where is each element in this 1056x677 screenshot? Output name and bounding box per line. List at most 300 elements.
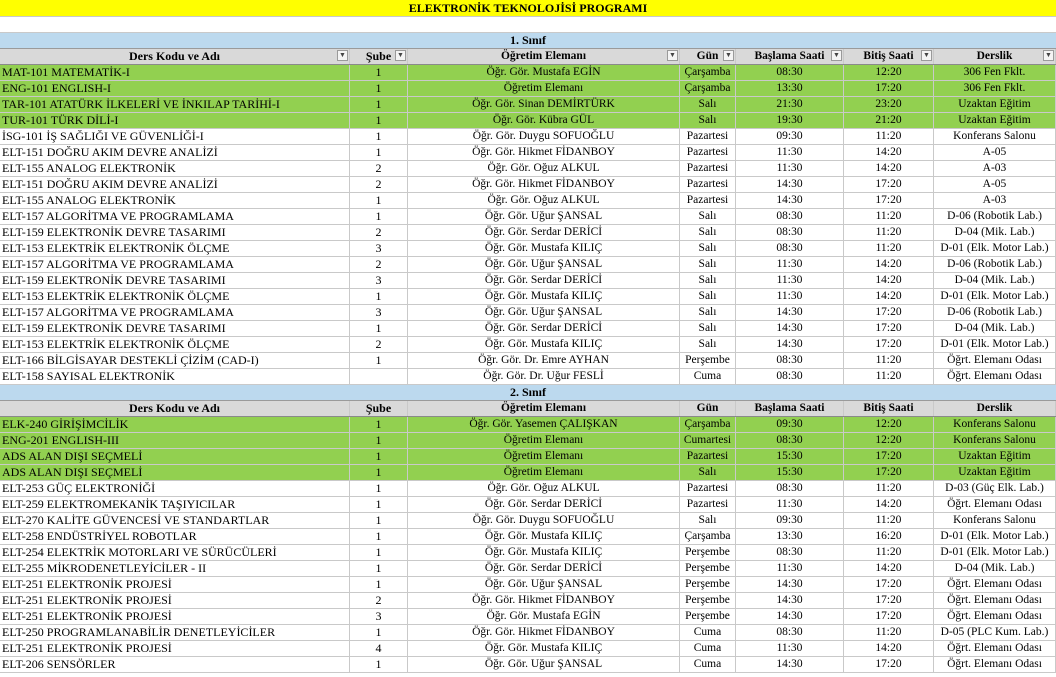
chevron-down-icon[interactable]: ▼: [1043, 50, 1054, 61]
cell-end[interactable]: 14:20: [844, 641, 934, 656]
table-row: [0, 625, 1056, 641]
cell-section[interactable]: 3: [350, 305, 408, 320]
cell-code[interactable]: ELT-158 SAYISAL ELEKTRONİK: [0, 369, 350, 384]
cell-room[interactable]: D-03 (Güç Elk. Lab.): [934, 481, 1056, 496]
cell-start[interactable]: 14:30: [736, 177, 844, 192]
cell-start[interactable]: 15:30: [736, 449, 844, 464]
cell-end[interactable]: 11:20: [844, 209, 934, 224]
cell-section[interactable]: 1: [350, 193, 408, 208]
cell-day[interactable]: Pazartesi: [680, 177, 736, 192]
cell-day[interactable]: Salı: [680, 513, 736, 528]
sheet-title[interactable]: ELEKTRONİK TEKNOLOJİSİ PROGRAMI: [0, 0, 1056, 17]
cell-day[interactable]: Perşembe: [680, 561, 736, 576]
cell-end[interactable]: 11:20: [844, 353, 934, 368]
column-header-room[interactable]: [934, 49, 1056, 64]
cell-day[interactable]: Perşembe: [680, 609, 736, 624]
cell-day[interactable]: Salı: [680, 273, 736, 288]
cell-end[interactable]: 14:20: [844, 561, 934, 576]
cell-start[interactable]: 14:30: [736, 321, 844, 336]
cell-code[interactable]: ELT-151 DOĞRU AKIM DEVRE ANALİZİ: [0, 145, 350, 160]
cell-start[interactable]: 11:30: [736, 289, 844, 304]
cell-end[interactable]: 17:20: [844, 449, 934, 464]
cell-section[interactable]: 1: [350, 321, 408, 336]
table-row: [0, 177, 1056, 193]
chevron-down-icon[interactable]: ▼: [723, 50, 734, 61]
cell-start[interactable]: 14:30: [736, 193, 844, 208]
cell-end[interactable]: 23:20: [844, 97, 934, 112]
cell-end[interactable]: 11:20: [844, 369, 934, 384]
cell-section[interactable]: 1: [350, 449, 408, 464]
cell-instructor[interactable]: Öğr. Gör. Mustafa EGİN: [408, 65, 680, 80]
cell-start[interactable]: 11:30: [736, 145, 844, 160]
column-header-label: Bitiş Saati: [863, 402, 914, 414]
cell-instructor[interactable]: Öğr. Gör. Kübra GÜL: [408, 113, 680, 128]
cell-instructor[interactable]: Öğr. Gör. Yasemen ÇALIŞKAN: [408, 417, 680, 432]
table-row: [0, 129, 1056, 145]
table-row: [0, 305, 1056, 321]
table-row: [0, 465, 1056, 481]
cell-section[interactable]: [350, 369, 408, 384]
cell-end[interactable]: 17:20: [844, 305, 934, 320]
cell-code[interactable]: ELT-155 ANALOG ELEKTRONİK: [0, 161, 350, 176]
cell-room[interactable]: Konferans Salonu: [934, 433, 1056, 448]
cell-start[interactable]: 15:30: [736, 465, 844, 480]
cell-start[interactable]: 08:30: [736, 433, 844, 448]
cell-end[interactable]: 17:20: [844, 609, 934, 624]
cell-code[interactable]: ELT-151 DOĞRU AKIM DEVRE ANALİZİ: [0, 177, 350, 192]
cell-start[interactable]: 21:30: [736, 97, 844, 112]
cell-instructor[interactable]: Öğr. Gör. Hikmet FİDANBOY: [408, 625, 680, 640]
cell-instructor[interactable]: Öğretim Elemanı: [408, 465, 680, 480]
cell-code[interactable]: ELT-254 ELEKTRİK MOTORLARI VE SÜRÜCÜLERİ: [0, 545, 350, 560]
column-header-start[interactable]: [736, 401, 844, 416]
cell-start[interactable]: 14:30: [736, 609, 844, 624]
cell-section[interactable]: 3: [350, 609, 408, 624]
cell-start[interactable]: 14:30: [736, 593, 844, 608]
cell-section[interactable]: 1: [350, 417, 408, 432]
cell-code[interactable]: ELT-250 PROGRAMLANABİLİR DENETLEYİCİLER: [0, 625, 350, 640]
cell-room[interactable]: A-03: [934, 161, 1056, 176]
column-header-day[interactable]: [680, 401, 736, 416]
chevron-down-icon[interactable]: ▼: [831, 50, 842, 61]
cell-code[interactable]: ELT-155 ANALOG ELEKTRONİK: [0, 193, 350, 208]
cell-day[interactable]: Salı: [680, 337, 736, 352]
column-header-label: Şube: [365, 49, 392, 63]
cell-end[interactable]: 14:20: [844, 145, 934, 160]
cell-room[interactable]: 306 Fen Fklt.: [934, 81, 1056, 96]
cell-instructor[interactable]: Öğr. Gör. Uğur ŞANSAL: [408, 657, 680, 672]
cell-start[interactable]: 11:30: [736, 497, 844, 512]
cell-start[interactable]: 13:30: [736, 81, 844, 96]
cell-start[interactable]: 11:30: [736, 641, 844, 656]
cell-section[interactable]: 1: [350, 113, 408, 128]
cell-end[interactable]: 16:20: [844, 529, 934, 544]
chevron-down-icon[interactable]: ▼: [921, 50, 932, 61]
cell-code[interactable]: ELT-255 MİKRODENETLEYİCİLER - II: [0, 561, 350, 576]
cell-room[interactable]: D-01 (Elk. Motor Lab.): [934, 529, 1056, 544]
cell-day[interactable]: Cumartesi: [680, 433, 736, 448]
cell-end[interactable]: 17:20: [844, 593, 934, 608]
chevron-down-icon[interactable]: ▼: [337, 50, 348, 61]
cell-code[interactable]: ADS ALAN DIŞI SEÇMELİ: [0, 449, 350, 464]
cell-room[interactable]: D-04 (Mik. Lab.): [934, 273, 1056, 288]
cell-day[interactable]: Pazartesi: [680, 161, 736, 176]
cell-end[interactable]: 12:20: [844, 433, 934, 448]
cell-instructor[interactable]: Öğretim Elemanı: [408, 449, 680, 464]
cell-day[interactable]: Salı: [680, 257, 736, 272]
table-row: [0, 545, 1056, 561]
cell-day[interactable]: Cuma: [680, 625, 736, 640]
cell-section[interactable]: 1: [350, 625, 408, 640]
cell-instructor[interactable]: Öğr. Gör. Mustafa KILIÇ: [408, 545, 680, 560]
cell-start[interactable]: 09:30: [736, 417, 844, 432]
cell-room[interactable]: 306 Fen Fklt.: [934, 65, 1056, 80]
column-header-label: Bitiş Saati: [863, 50, 914, 62]
cell-instructor[interactable]: Öğr. Gör. Serdar DERİCİ: [408, 561, 680, 576]
cell-section[interactable]: 2: [350, 161, 408, 176]
blank-row[interactable]: [0, 17, 1056, 33]
cell-room[interactable]: Öğrt. Elemanı Odası: [934, 577, 1056, 592]
cell-instructor[interactable]: Öğretim Elemanı: [408, 433, 680, 448]
cell-room[interactable]: Konferans Salonu: [934, 129, 1056, 144]
cell-instructor[interactable]: Öğr. Gör. Mustafa EGİN: [408, 609, 680, 624]
chevron-down-icon[interactable]: ▼: [667, 50, 678, 61]
cell-start[interactable]: 08:30: [736, 625, 844, 640]
cell-section[interactable]: 1: [350, 145, 408, 160]
cell-section[interactable]: 2: [350, 225, 408, 240]
cell-instructor[interactable]: Öğr. Gör. Uğur ŞANSAL: [408, 577, 680, 592]
cell-day[interactable]: Pazartesi: [680, 449, 736, 464]
cell-instructor[interactable]: Öğr. Gör. Uğur ŞANSAL: [408, 305, 680, 320]
cell-end[interactable]: 12:20: [844, 417, 934, 432]
cell-room[interactable]: D-04 (Mik. Lab.): [934, 321, 1056, 336]
cell-room[interactable]: D-01 (Elk. Motor Lab.): [934, 289, 1056, 304]
cell-section[interactable]: 2: [350, 177, 408, 192]
cell-code[interactable]: ELT-159 ELEKTRONİK DEVRE TASARIMI: [0, 225, 350, 240]
cell-code[interactable]: ELT-157 ALGORİTMA VE PROGRAMLAMA: [0, 209, 350, 224]
cell-code[interactable]: ELT-251 ELEKTRONİK PROJESİ: [0, 641, 350, 656]
cell-day[interactable]: Pazartesi: [680, 145, 736, 160]
cell-section[interactable]: 1: [350, 657, 408, 672]
cell-section[interactable]: 1: [350, 433, 408, 448]
cell-code[interactable]: TUR-101 TÜRK DİLİ-I: [0, 113, 350, 128]
cell-section[interactable]: 3: [350, 273, 408, 288]
cell-room[interactable]: Öğrt. Elemanı Odası: [934, 657, 1056, 672]
cell-room[interactable]: Öğrt. Elemanı Odası: [934, 497, 1056, 512]
cell-code[interactable]: ELT-253 GÜÇ ELEKTRONİĞİ: [0, 481, 350, 496]
cell-start[interactable]: 14:30: [736, 337, 844, 352]
cell-room[interactable]: D-06 (Robotik Lab.): [934, 209, 1056, 224]
table-row: [0, 65, 1056, 81]
cell-instructor[interactable]: Öğr. Gör. Hikmet FİDANBOY: [408, 593, 680, 608]
cell-day[interactable]: Pazartesi: [680, 481, 736, 496]
cell-end[interactable]: 17:20: [844, 465, 934, 480]
cell-start[interactable]: 11:30: [736, 161, 844, 176]
cell-section[interactable]: 1: [350, 129, 408, 144]
cell-code[interactable]: ELT-157 ALGORİTMA VE PROGRAMLAMA: [0, 305, 350, 320]
cell-day[interactable]: Cuma: [680, 641, 736, 656]
cell-code[interactable]: ELT-153 ELEKTRİK ELEKTRONİK ÖLÇME: [0, 289, 350, 304]
cell-code[interactable]: ELT-251 ELEKTRONİK PROJESİ: [0, 577, 350, 592]
cell-section[interactable]: 1: [350, 545, 408, 560]
cell-room[interactable]: D-04 (Mik. Lab.): [934, 561, 1056, 576]
column-header-section[interactable]: [350, 401, 408, 416]
column-header-section[interactable]: [350, 49, 408, 64]
cell-code[interactable]: ENG-101 ENGLISH-I: [0, 81, 350, 96]
cell-instructor[interactable]: Öğr. Gör. Mustafa KILIÇ: [408, 337, 680, 352]
cell-instructor[interactable]: Öğr. Gör. Mustafa KILIÇ: [408, 289, 680, 304]
cell-section[interactable]: 1: [350, 65, 408, 80]
cell-end[interactable]: 12:20: [844, 65, 934, 80]
cell-day[interactable]: Perşembe: [680, 593, 736, 608]
cell-instructor[interactable]: Öğr. Gör. Oğuz ALKUL: [408, 161, 680, 176]
cell-instructor[interactable]: Öğr. Gör. Serdar DERİCİ: [408, 273, 680, 288]
cell-section[interactable]: 2: [350, 593, 408, 608]
cell-day[interactable]: Salı: [680, 113, 736, 128]
cell-code[interactable]: İSG-101 İŞ SAĞLIĞI VE GÜVENLİĞİ-I: [0, 129, 350, 144]
table-row: [0, 145, 1056, 161]
cell-day[interactable]: Salı: [680, 225, 736, 240]
cell-room[interactable]: Konferans Salonu: [934, 513, 1056, 528]
cell-section[interactable]: 1: [350, 97, 408, 112]
cell-end[interactable]: 11:20: [844, 513, 934, 528]
cell-instructor[interactable]: Öğr. Gör. Mustafa KILIÇ: [408, 241, 680, 256]
cell-start[interactable]: 08:30: [736, 209, 844, 224]
column-header-day[interactable]: [680, 49, 736, 64]
table-row: [0, 433, 1056, 449]
table-row: [0, 81, 1056, 97]
table-row: [0, 97, 1056, 113]
cell-start[interactable]: 11:30: [736, 257, 844, 272]
table-row: [0, 257, 1056, 273]
cell-code[interactable]: ELT-270 KALİTE GÜVENCESİ VE STANDARTLAR: [0, 513, 350, 528]
cell-day[interactable]: Pazartesi: [680, 193, 736, 208]
cell-room[interactable]: D-01 (Elk. Motor Lab.): [934, 545, 1056, 560]
cell-room[interactable]: A-05: [934, 177, 1056, 192]
cell-start[interactable]: 11:30: [736, 273, 844, 288]
table-row: [0, 321, 1056, 337]
cell-room[interactable]: Öğrt. Elemanı Odası: [934, 593, 1056, 608]
cell-code[interactable]: ELT-206 SENSÖRLER: [0, 657, 350, 672]
cell-room[interactable]: D-05 (PLC Kum. Lab.): [934, 625, 1056, 640]
cell-start[interactable]: 14:30: [736, 577, 844, 592]
cell-section[interactable]: 1: [350, 513, 408, 528]
cell-start[interactable]: 09:30: [736, 129, 844, 144]
section-header[interactable]: 2. Sınıf: [0, 385, 1056, 401]
cell-section[interactable]: 2: [350, 337, 408, 352]
cell-room[interactable]: Uzaktan Eğitim: [934, 113, 1056, 128]
column-header-code[interactable]: [0, 401, 350, 416]
cell-day[interactable]: Perşembe: [680, 577, 736, 592]
cell-instructor[interactable]: Öğr. Gör. Oğuz ALKUL: [408, 481, 680, 496]
cell-end[interactable]: 11:20: [844, 241, 934, 256]
cell-code[interactable]: ELT-157 ALGORİTMA VE PROGRAMLAMA: [0, 257, 350, 272]
cell-start[interactable]: 11:30: [736, 561, 844, 576]
cell-start[interactable]: 14:30: [736, 305, 844, 320]
cell-end[interactable]: 17:20: [844, 81, 934, 96]
cell-end[interactable]: 14:20: [844, 273, 934, 288]
cell-code[interactable]: TAR-101 ATATÜRK İLKELERİ VE İNKILAP TARİHİ-I: [0, 97, 350, 112]
cell-room[interactable]: D-01 (Elk. Motor Lab.): [934, 337, 1056, 352]
cell-day[interactable]: Cuma: [680, 369, 736, 384]
cell-room[interactable]: Konferans Salonu: [934, 417, 1056, 432]
cell-instructor[interactable]: Öğr. Gör. Hikmet FİDANBOY: [408, 145, 680, 160]
cell-section[interactable]: 1: [350, 529, 408, 544]
cell-day[interactable]: Çarşamba: [680, 529, 736, 544]
cell-start[interactable]: 08:30: [736, 545, 844, 560]
cell-start[interactable]: 08:30: [736, 241, 844, 256]
cell-instructor[interactable]: Öğr. Gör. Hikmet FİDANBOY: [408, 177, 680, 192]
cell-end[interactable]: 17:20: [844, 193, 934, 208]
cell-day[interactable]: Cuma: [680, 657, 736, 672]
column-header-code[interactable]: [0, 49, 350, 64]
cell-day[interactable]: Salı: [680, 289, 736, 304]
cell-room[interactable]: Öğrt. Elemanı Odası: [934, 353, 1056, 368]
cell-end[interactable]: 14:20: [844, 161, 934, 176]
cell-section[interactable]: 1: [350, 465, 408, 480]
cell-instructor[interactable]: Öğr. Gör. Oğuz ALKUL: [408, 193, 680, 208]
cell-start[interactable]: 13:30: [736, 529, 844, 544]
cell-end[interactable]: 17:20: [844, 177, 934, 192]
cell-code[interactable]: ELT-159 ELEKTRONİK DEVRE TASARIMI: [0, 273, 350, 288]
cell-end[interactable]: 21:20: [844, 113, 934, 128]
cell-end[interactable]: 14:20: [844, 289, 934, 304]
cell-end[interactable]: 11:20: [844, 625, 934, 640]
cell-section[interactable]: 2: [350, 257, 408, 272]
cell-day[interactable]: Pazartesi: [680, 497, 736, 512]
cell-code[interactable]: ELT-166 BİLGİSAYAR DESTEKLİ ÇİZİM (CAD-I): [0, 353, 350, 368]
cell-instructor[interactable]: Öğr. Gör. Sinan DEMİRTÜRK: [408, 97, 680, 112]
cell-day[interactable]: Salı: [680, 321, 736, 336]
cell-end[interactable]: 11:20: [844, 481, 934, 496]
cell-room[interactable]: A-03: [934, 193, 1056, 208]
cell-section[interactable]: 1: [350, 577, 408, 592]
cell-room[interactable]: Uzaktan Eğitim: [934, 449, 1056, 464]
cell-day[interactable]: Salı: [680, 465, 736, 480]
cell-instructor[interactable]: Öğr. Gör. Dr. Emre AYHAN: [408, 353, 680, 368]
column-header-room[interactable]: [934, 401, 1056, 416]
cell-day[interactable]: Salı: [680, 305, 736, 320]
cell-instructor[interactable]: Öğr. Gör. Dr. Uğur FESLİ: [408, 369, 680, 384]
table-row: [0, 657, 1056, 673]
cell-instructor[interactable]: Öğr. Gör. Uğur ŞANSAL: [408, 257, 680, 272]
cell-instructor[interactable]: Öğr. Gör. Uğur ŞANSAL: [408, 209, 680, 224]
table-row: [0, 273, 1056, 289]
column-header-instructor[interactable]: [408, 49, 680, 64]
column-header-label: Gün: [696, 402, 719, 414]
cell-section[interactable]: 1: [350, 209, 408, 224]
cell-instructor[interactable]: Öğr. Gör. Duygu SOFUOĞLU: [408, 513, 680, 528]
cell-start[interactable]: 09:30: [736, 513, 844, 528]
cell-end[interactable]: 17:20: [844, 321, 934, 336]
cell-day[interactable]: Salı: [680, 241, 736, 256]
cell-room[interactable]: D-06 (Robotik Lab.): [934, 257, 1056, 272]
cell-instructor[interactable]: Öğr. Gör. Serdar DERİCİ: [408, 497, 680, 512]
cell-section[interactable]: 4: [350, 641, 408, 656]
column-header-start[interactable]: [736, 49, 844, 64]
cell-instructor[interactable]: Öğr. Gör. Mustafa KILIÇ: [408, 529, 680, 544]
cell-start[interactable]: 08:30: [736, 353, 844, 368]
cell-start[interactable]: 08:30: [736, 225, 844, 240]
cell-end[interactable]: 17:20: [844, 337, 934, 352]
cell-section[interactable]: 3: [350, 241, 408, 256]
cell-day[interactable]: Çarşamba: [680, 417, 736, 432]
cell-start[interactable]: 08:30: [736, 65, 844, 80]
cell-code[interactable]: MAT-101 MATEMATİK-I: [0, 65, 350, 80]
cell-room[interactable]: Öğrt. Elemanı Odası: [934, 609, 1056, 624]
column-header-instructor[interactable]: [408, 401, 680, 416]
cell-code[interactable]: ENG-201 ENGLISH-III: [0, 433, 350, 448]
cell-code[interactable]: ADS ALAN DIŞI SEÇMELİ: [0, 465, 350, 480]
cell-day[interactable]: Salı: [680, 209, 736, 224]
cell-end[interactable]: 11:20: [844, 129, 934, 144]
cell-code[interactable]: ELT-159 ELEKTRONİK DEVRE TASARIMI: [0, 321, 350, 336]
cell-instructor[interactable]: Öğr. Gör. Mustafa KILIÇ: [408, 641, 680, 656]
table-row: [0, 289, 1056, 305]
cell-room[interactable]: A-05: [934, 145, 1056, 160]
cell-end[interactable]: 14:20: [844, 497, 934, 512]
cell-section[interactable]: 1: [350, 561, 408, 576]
cell-room[interactable]: D-04 (Mik. Lab.): [934, 225, 1056, 240]
column-header-end[interactable]: [844, 49, 934, 64]
cell-end[interactable]: 17:20: [844, 577, 934, 592]
cell-end[interactable]: 14:20: [844, 257, 934, 272]
cell-end[interactable]: 11:20: [844, 545, 934, 560]
section-header[interactable]: 1. Sınıf: [0, 33, 1056, 49]
chevron-down-icon[interactable]: ▼: [395, 50, 406, 61]
cell-code[interactable]: ELT-259 ELEKTROMEKANİK TAŞIYICILAR: [0, 497, 350, 512]
cell-room[interactable]: Uzaktan Eğitim: [934, 465, 1056, 480]
cell-day[interactable]: Perşembe: [680, 353, 736, 368]
cell-instructor[interactable]: Öğr. Gör. Serdar DERİCİ: [408, 225, 680, 240]
cell-section[interactable]: 1: [350, 81, 408, 96]
cell-section[interactable]: 1: [350, 497, 408, 512]
cell-section[interactable]: 1: [350, 481, 408, 496]
column-header-row: [0, 49, 1056, 65]
cell-code[interactable]: ELT-251 ELEKTRONİK PROJESİ: [0, 609, 350, 624]
cell-start[interactable]: 14:30: [736, 657, 844, 672]
cell-instructor[interactable]: Öğr. Gör. Duygu SOFUOĞLU: [408, 129, 680, 144]
column-header-end[interactable]: [844, 401, 934, 416]
cell-code[interactable]: ELK-240 GİRİŞİMCİLİK: [0, 417, 350, 432]
cell-code[interactable]: ELT-258 ENDÜSTRİYEL ROBOTLAR: [0, 529, 350, 544]
cell-room[interactable]: Uzaktan Eğitim: [934, 97, 1056, 112]
cell-code[interactable]: ELT-251 ELEKTRONİK PROJESİ: [0, 593, 350, 608]
cell-day[interactable]: Salı: [680, 97, 736, 112]
table-row: [0, 417, 1056, 433]
cell-instructor[interactable]: Öğretim Elemanı: [408, 81, 680, 96]
cell-start[interactable]: 19:30: [736, 113, 844, 128]
cell-room[interactable]: Öğrt. Elemanı Odası: [934, 369, 1056, 384]
cell-day[interactable]: Çarşamba: [680, 65, 736, 80]
cell-code[interactable]: ELT-153 ELEKTRİK ELEKTRONİK ÖLÇME: [0, 241, 350, 256]
cell-end[interactable]: 11:20: [844, 225, 934, 240]
cell-day[interactable]: Pazartesi: [680, 129, 736, 144]
table-row: [0, 449, 1056, 465]
cell-day[interactable]: Perşembe: [680, 545, 736, 560]
cell-room[interactable]: Öğrt. Elemanı Odası: [934, 641, 1056, 656]
cell-start[interactable]: 08:30: [736, 481, 844, 496]
cell-code[interactable]: ELT-153 ELEKTRİK ELEKTRONİK ÖLÇME: [0, 337, 350, 352]
cell-section[interactable]: 1: [350, 353, 408, 368]
cell-end[interactable]: 17:20: [844, 657, 934, 672]
cell-instructor[interactable]: Öğr. Gör. Serdar DERİCİ: [408, 321, 680, 336]
cell-room[interactable]: D-01 (Elk. Motor Lab.): [934, 241, 1056, 256]
cell-start[interactable]: 08:30: [736, 369, 844, 384]
cell-room[interactable]: D-06 (Robotik Lab.): [934, 305, 1056, 320]
cell-section[interactable]: 1: [350, 289, 408, 304]
cell-day[interactable]: Çarşamba: [680, 81, 736, 96]
